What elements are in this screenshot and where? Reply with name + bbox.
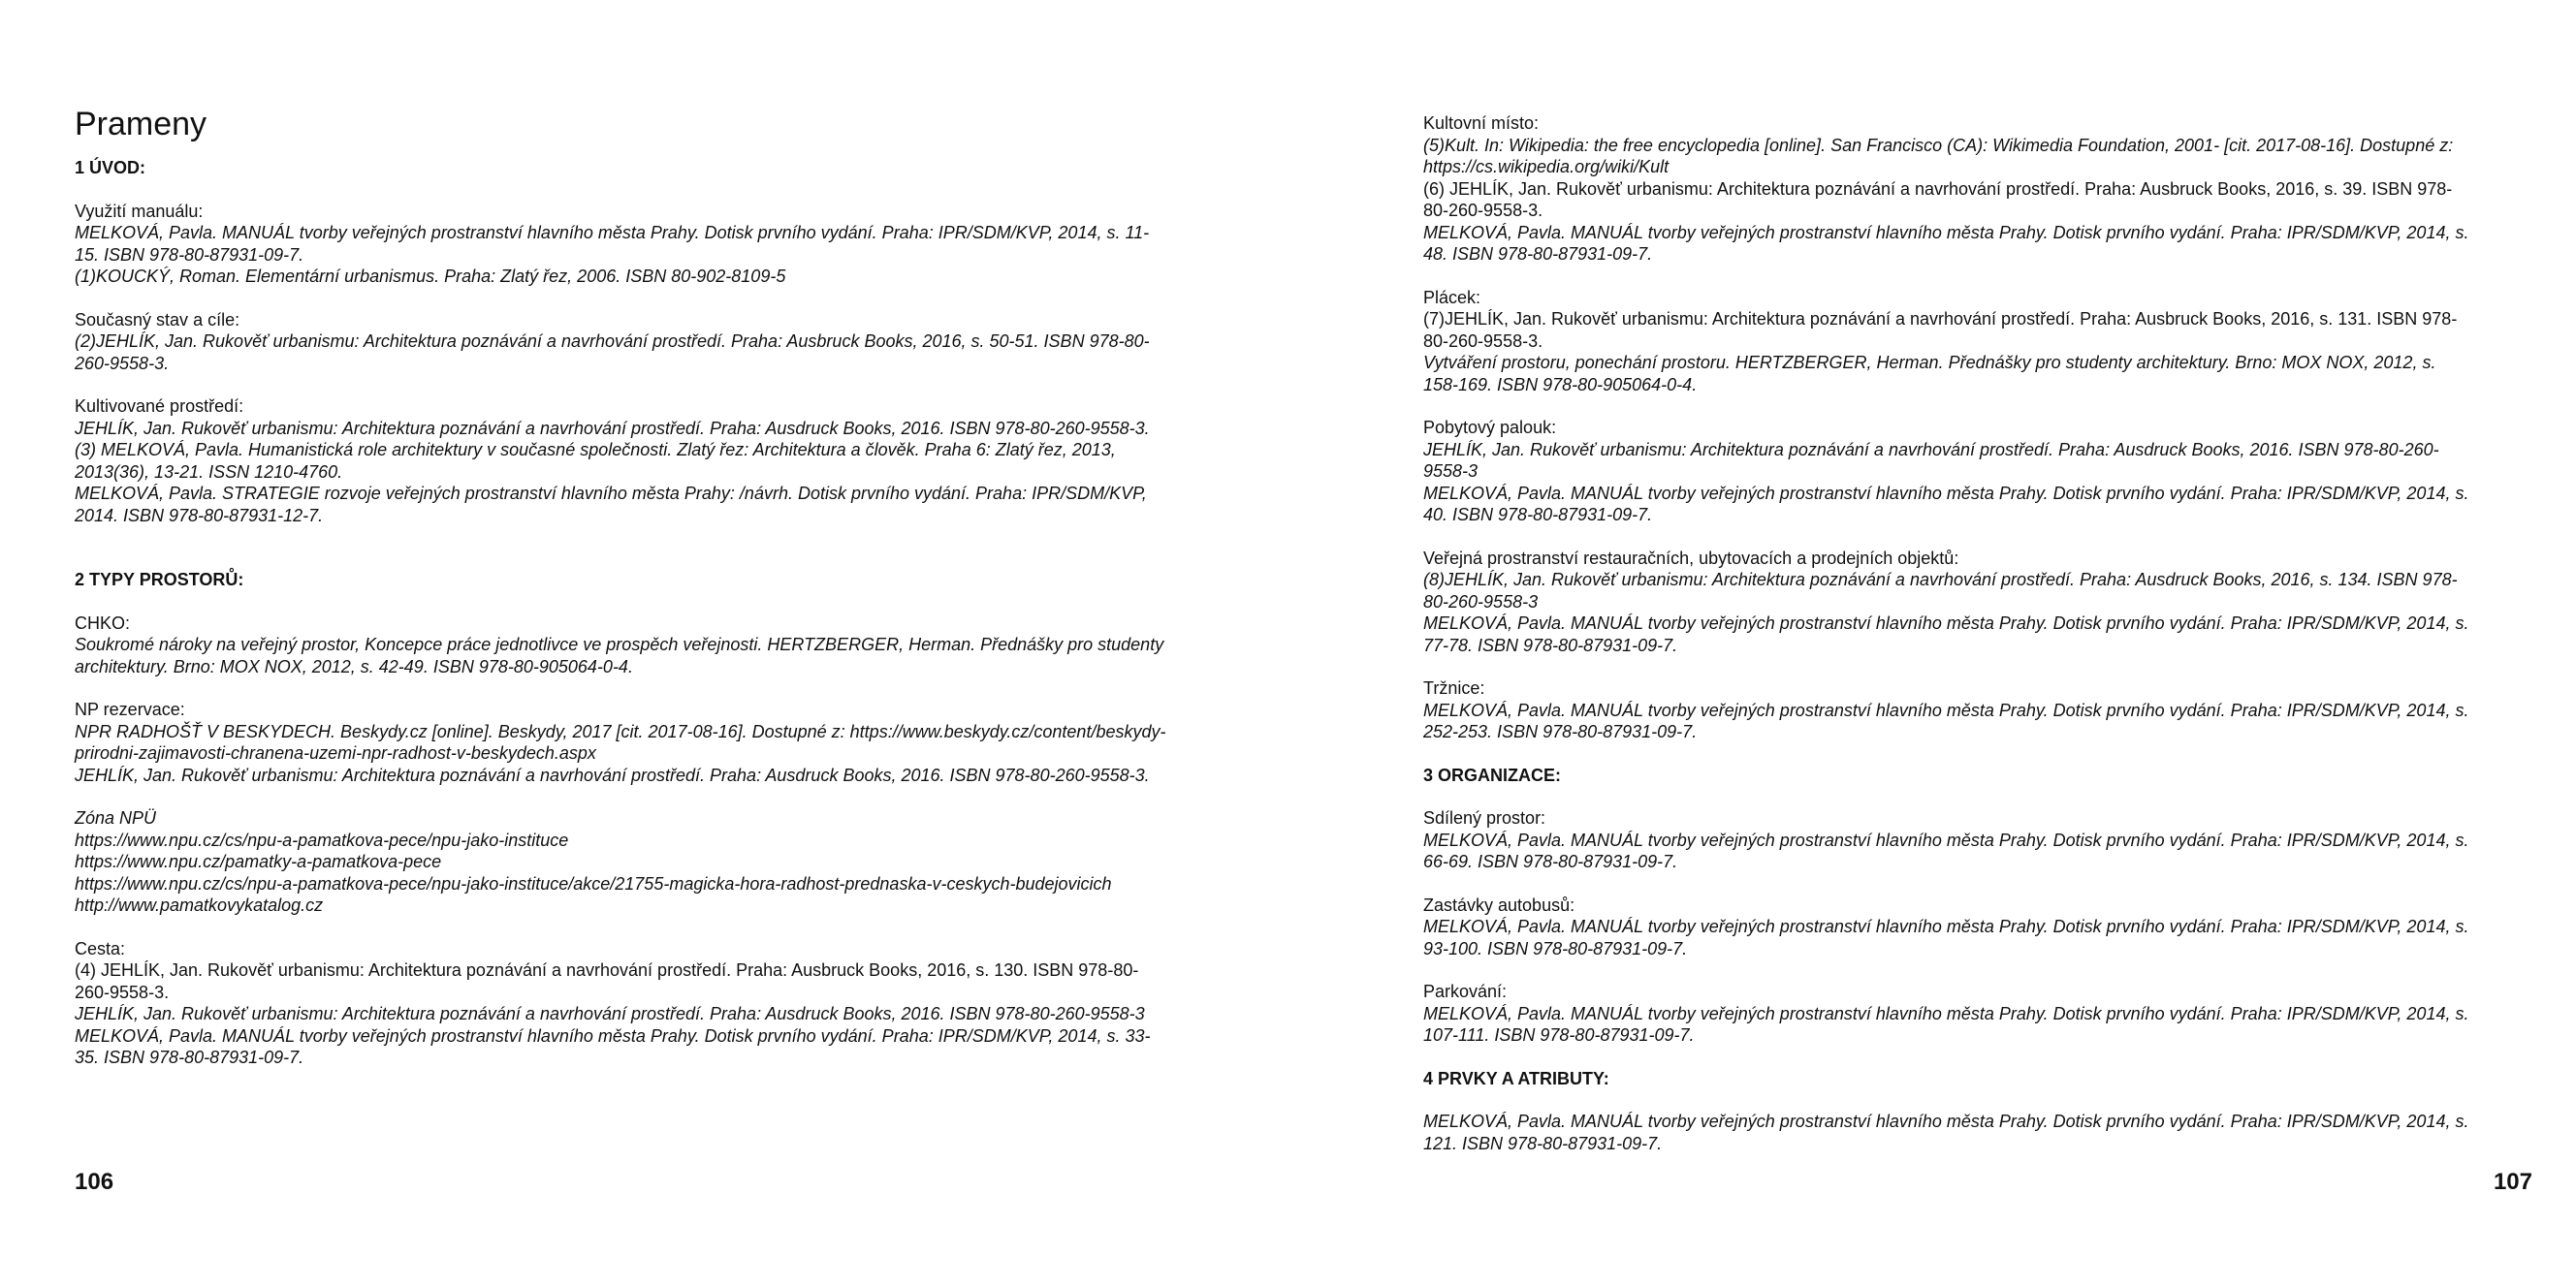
citation: (3) MELKOVÁ, Pavla. Humanistická role architektury v současné společnosti. Zlatý řez: Architektura a člověk. Praha 6: Zlatý řez, 2013, 2013(36), 13-21. ISSN 1210-4760. (75, 440, 1116, 482)
section-heading-typy-prostoru: 2 TYPY PROSTORŮ: (75, 570, 244, 589)
entry-label: Kultovní místo: (1423, 113, 1540, 133)
citation: Vytváření prostoru, ponechání prostoru. HERTZBERGER, Herman. Přednášky pro studenty architektury. Brno: MOX NOX, 2012, s. 158-169. ISBN 978-80-905064-0-4. (1423, 353, 2436, 394)
citation: (7)JEHLÍK, Jan. Rukověť urbanismu: Architektura poznávání a navrhování prostředí. Praha: Ausbruck Books, 2016, s. 131. ISBN 978-80-260-9558-3. (1423, 309, 2458, 351)
url-link[interactable]: http://www.pamatkovykatalog.cz (75, 895, 324, 915)
entry-label: Cesta: (75, 938, 126, 958)
entry-label: NP rezervace: (75, 700, 185, 719)
entry-label: Sdílený prostor: (1423, 808, 1546, 828)
citation: MELKOVÁ, Pavla. MANUÁL tvorby veřejných prostranství hlavního města Prahy. Dotisk prvního vydání. Praha: IPR/SDM/KVP, 2014, s. 121. ISBN 978-80-87931-09-7. (1423, 1112, 2469, 1153)
entry-label: Zastávky autobusů: (1423, 895, 1575, 915)
url-link[interactable]: https://www.npu.cz/cs/npu-a-pamatkova-pece/npu-jako-instituce (75, 830, 569, 850)
citation: MELKOVÁ, Pavla. MANUÁL tvorby veřejných prostranství hlavního města Prahy. Dotisk prvního vydání. Praha: IPR/SDM/KVP, 2014, s. 40. ISBN 978-80-87931-09-7. (1423, 483, 2469, 524)
right-page (1288, 0, 2576, 1288)
citation: MELKOVÁ, Pavla. MANUÁL tvorby veřejných prostranství hlavního města Prahy. Dotisk prvního vydání. Praha: IPR/SDM/KVP, 2014, s. 77-78. ISBN 978-80-87931-09-7. (1423, 613, 2469, 655)
citation: Soukromé nároky na veřejný prostor, Koncepce práce jednotlivce ve prospěch veřejnosti. HERTZBERGER, Herman. Přednášky pro studenty architektury. Brno: MOX NOX, 2012, s. 42-49. ISBN 978-80-905064-0-4. (75, 635, 1164, 676)
entry-label: Pobytový palouk: (1423, 418, 1557, 437)
citation: (2)JEHLÍK, Jan. Rukověť urbanismu: Architektura poznávání a navrhování prostředí. Praha: Ausbruck Books, 2016, s. 50-51. ISBN 978-80-260-9558-3. (75, 331, 1150, 373)
page-number: 106 (75, 1169, 114, 1195)
citation: (8)JEHLÍK, Jan. Rukověť urbanismu: Architektura poznávání a navrhování prostředí. Praha: Ausdruck Books, 2016, s. 134. ISBN 978-80-260-9558-3 (1423, 570, 2458, 612)
citation: MELKOVÁ, Pavla. MANUÁL tvorby veřejných prostranství hlavního města Prahy. Dotisk prvního vydání. Praha: IPR/SDM/KVP, 2014, s. 93-100. ISBN 978-80-87931-09-7. (1423, 917, 2469, 958)
citation: JEHLÍK, Jan. Rukověť urbanismu: Architektura poznávání a navrhování prostředí. Praha: Ausdruck Books, 2016. ISBN 978-80-260-9558-3. (75, 765, 1150, 785)
citation: JEHLÍK, Jan. Rukověť urbanismu: Architektura poznávání a navrhování prostředí. Praha: Ausdruck Books, 2016. ISBN 978-80-260-9558-3 (1423, 439, 2439, 481)
citation: (5)Kult. In: Wikipedia: the free encyclopedia [online]. San Francisco (CA): Wikimedia Foundation, 2001- [cit. 2017-08-16]. Dostupné z: https://cs.wikipedia.org/wiki/Kult (1423, 135, 2454, 176)
entry-label: Parkování: (1423, 982, 1508, 1001)
section-heading-prvky-a-atributy: 4 PRVKY A ATRIBUTY: (1423, 1068, 1609, 1088)
entry-label: Kultivované prostředí: (75, 396, 244, 416)
citation: (6) JEHLÍK, Jan. Rukověť urbanismu: Architektura poznávání a navrhování prostředí. Praha: Ausbruck Books, 2016, s. 39. ISBN 978-80-260-9558-3. (1423, 178, 2453, 220)
citation: MELKOVÁ, Pavla. MANUÁL tvorby veřejných prostranství hlavního města Prahy. Dotisk prvního vydání. Praha: IPR/SDM/KVP, 2014, s. 33-35. ISBN 978-80-87931-09-7. (75, 1025, 1151, 1067)
entry-label: Tržnice: (1423, 678, 1485, 698)
entry-label: Současný stav a cíle: (75, 309, 240, 330)
entry-label: Plácek: (1423, 287, 1481, 307)
url-link[interactable]: https://www.npu.cz/pamatky-a-pamatkova-pece (75, 852, 442, 871)
citation: JEHLÍK, Jan. Rukověť urbanismu: Architektura poznávání a navrhování prostředí. Praha: Ausdruck Books, 2016. ISBN 978-80-260-9558-3 (75, 1004, 1145, 1023)
citation: MELKOVÁ, Pavla. MANUÁL tvorby veřejných prostranství hlavního města Prahy. Dotisk prvního vydání. Praha: IPR/SDM/KVP, 2014, s. 66-69. ISBN 978-80-87931-09-7. (1423, 830, 2469, 871)
url-link[interactable]: https://www.npu.cz/cs/npu-a-pamatkova-pece/npu-jako-instituce/akce/21755-magicka-hora-radhost-prednaska-v-ceskych-budejovicich (75, 873, 1112, 894)
entry-label: Zóna NPÜ (75, 808, 157, 828)
section-heading-organizace: 3 ORGANIZACE: (1423, 765, 1562, 785)
citation: MELKOVÁ, Pavla. MANUÁL tvorby veřejných prostranství hlavního města Prahy. Dotisk prvního vydání. Praha: IPR/SDM/KVP, 2014, s. 48. ISBN 978-80-87931-09-7. (1423, 222, 2469, 264)
entry-label: Využití manuálu: (75, 201, 204, 221)
citation: MELKOVÁ, Pavla. MANUÁL tvorby veřejných prostranství hlavního města Prahy. Dotisk prvního vydání. Praha: IPR/SDM/KVP, 2014, s. 252-253. ISBN 978-80-87931-09-7. (1423, 700, 2469, 741)
page-number: 107 (2493, 1169, 2532, 1195)
left-column (75, 103, 1170, 1069)
entry-label: Veřejná prostranství restauračních, ubytovacích a prodejních objektů: (1423, 548, 1959, 568)
citation: (4) JEHLÍK, Jan. Rukověť urbanismu: Architektura poznávání a navrhování prostředí. Praha: Ausbruck Books, 2016, s. 130. ISBN 978-80-260-9558-3. (75, 960, 1139, 1002)
citation: NPR RADHOŠŤ V BESKYDECH. Beskydy.cz [online]. Beskydy, 2017 [cit. 2017-08-16]. Dostupné z: https://www.beskydy.cz/content/beskydy-prirodni-zajimavosti-chranena-uzemi-npr-radhost-v-beskydech.aspx (75, 721, 1166, 763)
page-title: Prameny (75, 106, 207, 142)
citation: MELKOVÁ, Pavla. STRATEGIE rozvoje veřejných prostranství hlavního města Prahy: /návrh. Dotisk prvního vydání. Praha: IPR/SDM/KVP, 2014. ISBN 978-80-87931-12-7. (75, 484, 1147, 525)
entry-label: CHKO: (75, 613, 131, 633)
right-column (1423, 112, 2470, 1154)
citation: MELKOVÁ, Pavla. MANUÁL tvorby veřejných prostranství hlavního města Prahy. Dotisk prvního vydání. Praha: IPR/SDM/KVP, 2014, s. 11-15. ISBN 978-80-87931-09-7. (75, 223, 1150, 265)
citation: JEHLÍK, Jan. Rukověť urbanismu: Architektura poznávání a navrhování prostředí. Praha: Ausdruck Books, 2016. ISBN 978-80-260-9558-3. (75, 418, 1150, 438)
section-heading-uvod: 1 ÚVOD: (75, 158, 146, 177)
citation: (1)KOUCKÝ, Roman. Elementární urbanismus. Praha: Zlatý řez, 2006. ISBN 80-902-8109-5 (75, 267, 786, 286)
citation: MELKOVÁ, Pavla. MANUÁL tvorby veřejných prostranství hlavního města Prahy. Dotisk prvního vydání. Praha: IPR/SDM/KVP, 2014, s. 107-111. ISBN 978-80-87931-09-7. (1423, 1003, 2469, 1045)
